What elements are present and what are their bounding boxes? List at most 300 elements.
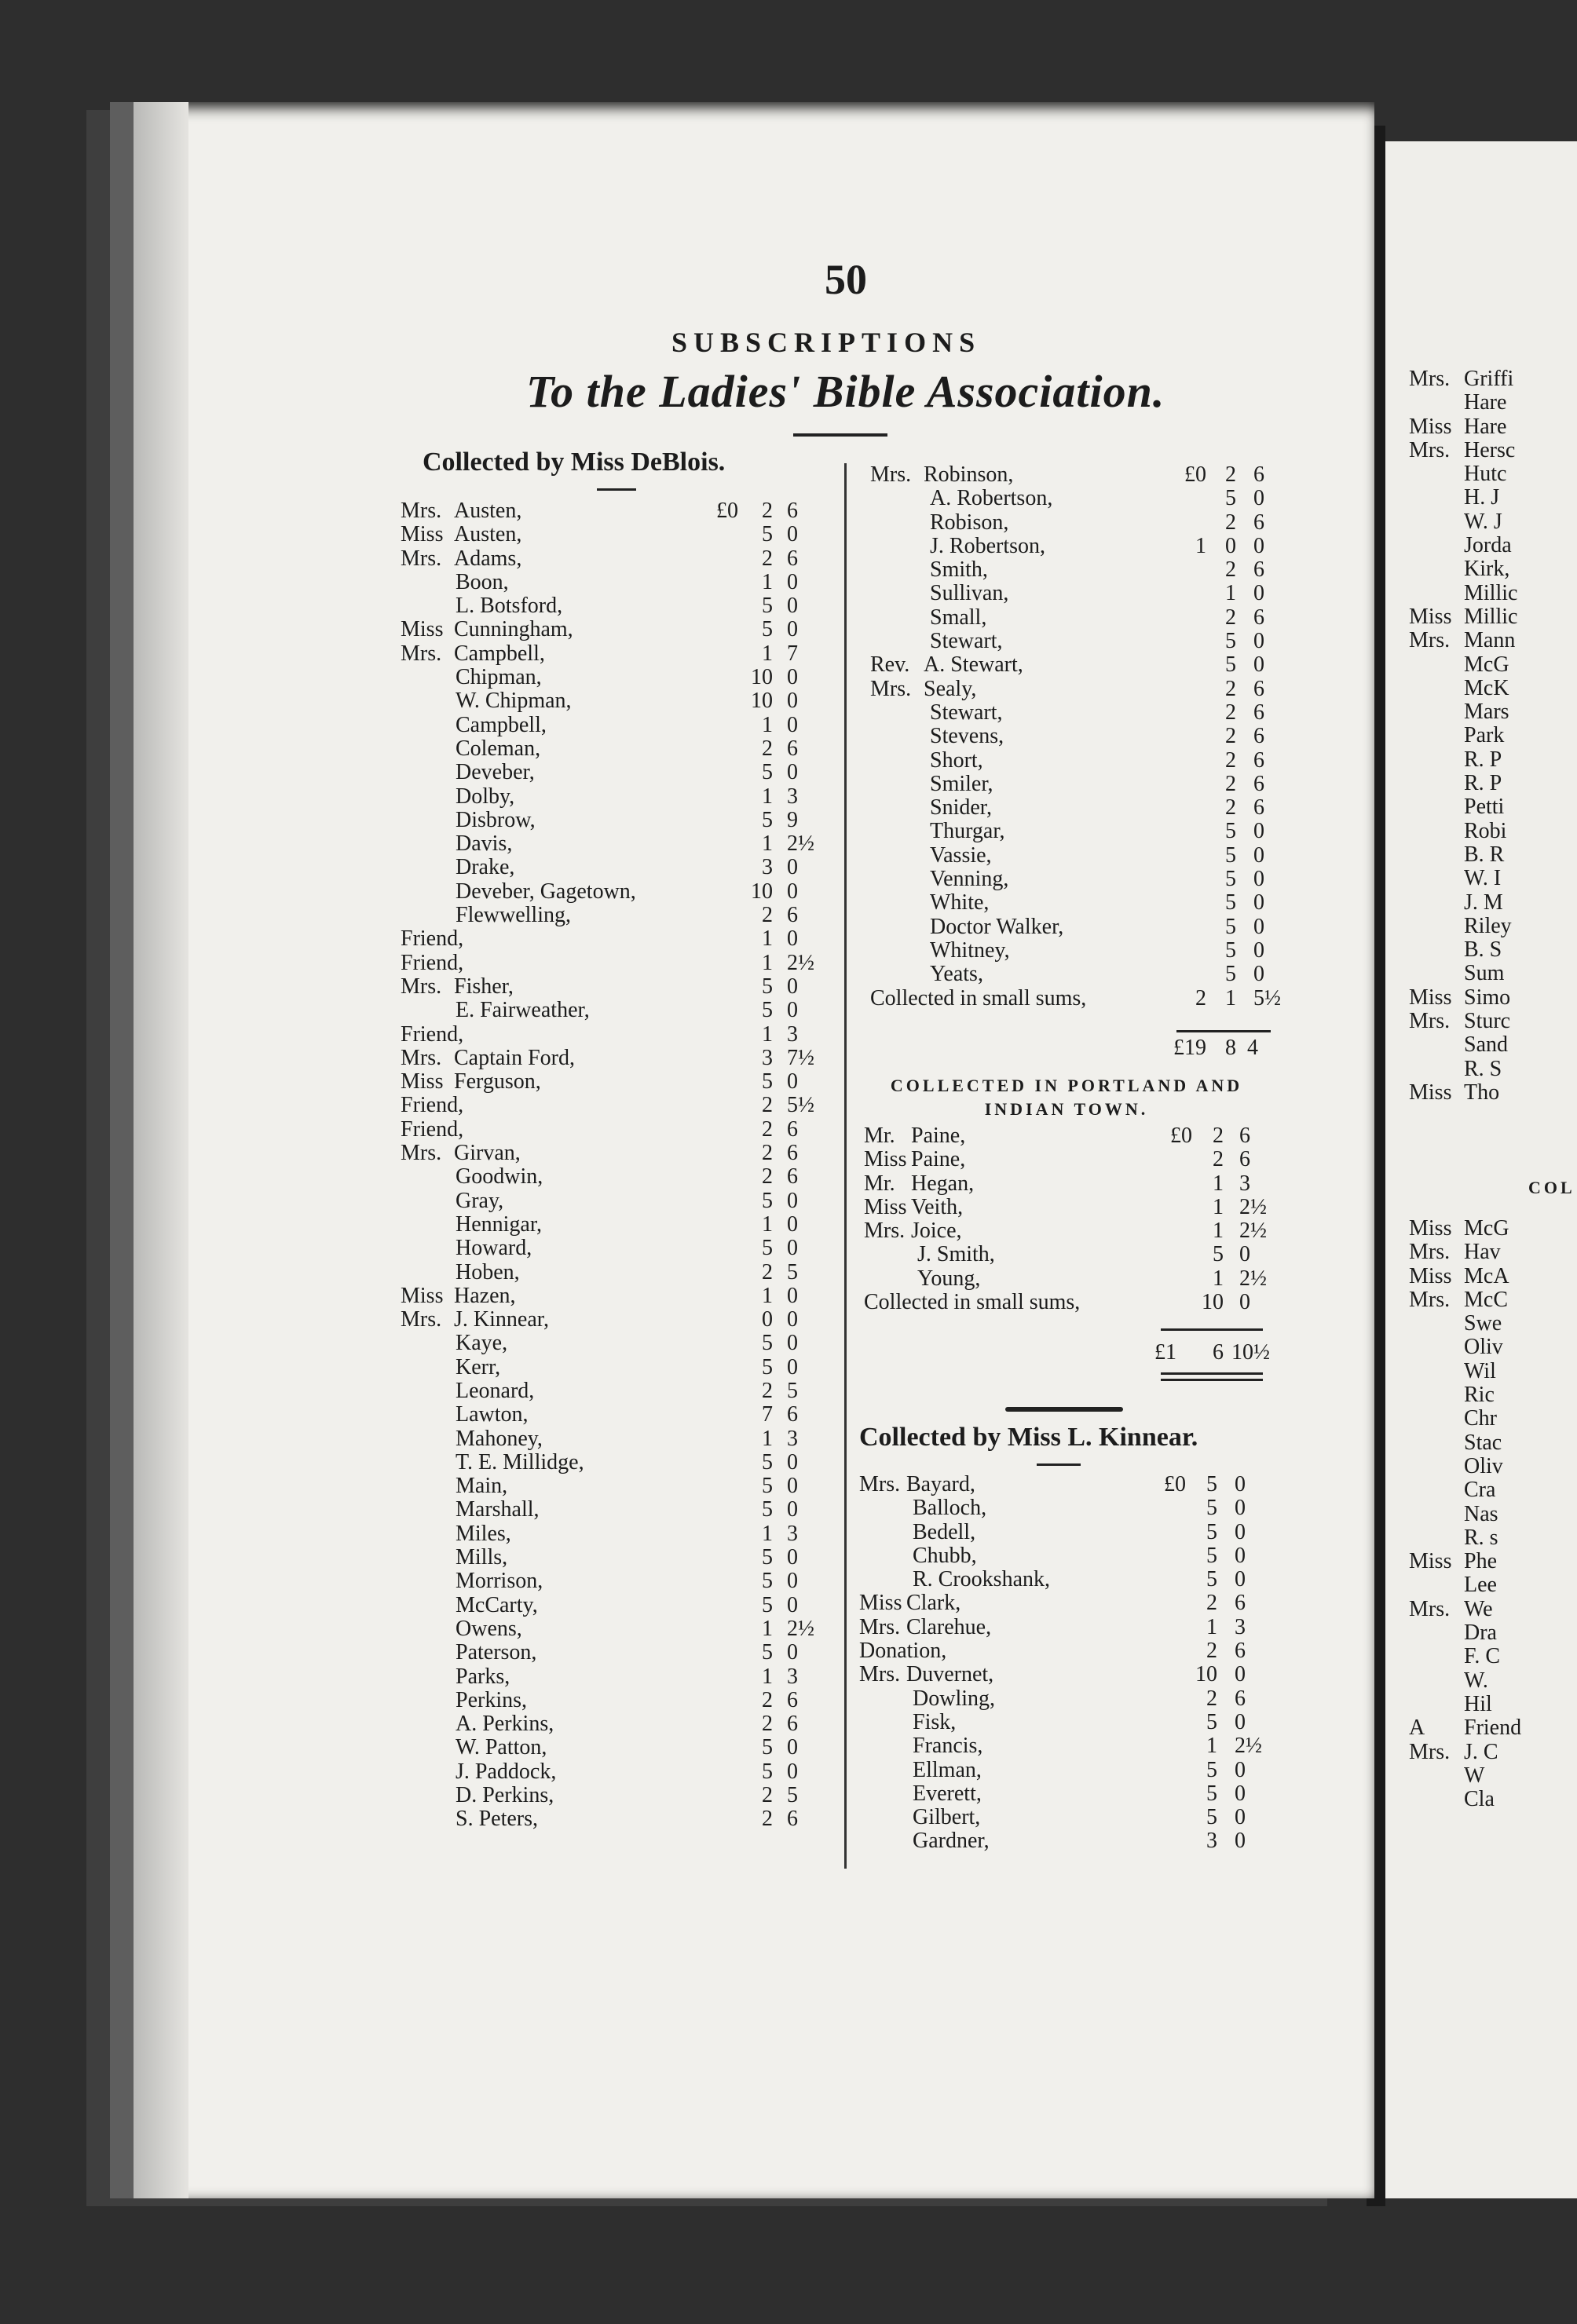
entry-title: Miss (864, 1194, 907, 1219)
right-page-row (1409, 1241, 1577, 1264)
entry-pence: 0 (1235, 1567, 1246, 1592)
ledger-row (859, 1591, 1268, 1615)
entry-pence: 2½ (1239, 1194, 1267, 1219)
entry-title: Mrs. (1409, 1287, 1451, 1312)
entry-name: Bayard, (906, 1472, 975, 1496)
entry-shillings: 1 (762, 926, 773, 952)
entry-shillings: 5 (762, 1449, 773, 1474)
entry-pence: 0 (787, 1307, 798, 1332)
entry-shillings: 2 (1225, 676, 1236, 701)
section-portland-heading: COLLECTED IN PORTLAND AND INDIAN TOWN. (890, 1076, 1243, 1119)
column2-total-b (864, 1341, 1272, 1365)
ledger-row (401, 975, 840, 999)
ledger-row (401, 523, 840, 546)
entry-name: Flewwelling, (456, 903, 571, 928)
entry-pence: 0 (1253, 629, 1264, 654)
right-page-row (1409, 1621, 1577, 1645)
entry-pence: 0 (1235, 1781, 1246, 1806)
entry-name: Veith, (911, 1194, 964, 1219)
entry-shillings: 5 (762, 1188, 773, 1213)
entry-name: Lawton, (456, 1402, 529, 1427)
right-page-row (1409, 1598, 1577, 1621)
ledger-row (401, 1023, 840, 1047)
ledger-row (401, 809, 840, 832)
entry-name: McG (1464, 652, 1509, 677)
entry-shillings: 2 (1206, 1591, 1217, 1616)
entry-shillings: 2 (1225, 605, 1236, 630)
entry-shillings: 2 (762, 499, 773, 523)
entry-name: Stewart, (930, 700, 1003, 725)
right-page-row (1409, 1431, 1577, 1455)
entry-pence: 6 (1253, 795, 1264, 820)
entry-title: Mrs. (859, 1472, 901, 1496)
entry-name: Petti (1464, 795, 1505, 820)
entry-pence: 0 (1235, 1472, 1246, 1496)
entry-pence: 0 (1235, 1519, 1246, 1544)
entry-shillings: 3 (762, 855, 773, 880)
ledger-row (401, 1165, 840, 1189)
ledger-row (401, 1047, 840, 1070)
entry-shillings: 2 (1206, 1686, 1217, 1711)
entry-shillings: 1 (762, 1521, 773, 1546)
entry-pence: 6 (1253, 771, 1264, 796)
entry-pence: 6 (1253, 676, 1264, 701)
entry-shillings: 1 (762, 1664, 773, 1689)
entry-shillings: 1 (762, 950, 773, 975)
ledger-row (870, 868, 1279, 891)
ledger-row (870, 701, 1279, 725)
entry-shillings: 1 (762, 569, 773, 594)
ledger-row (870, 653, 1279, 677)
ledger-row (864, 1172, 1272, 1196)
entry-name: Robinson, (924, 462, 1014, 487)
entry-pence: 6 (787, 1116, 798, 1142)
entry-shillings: 5 (1225, 962, 1236, 987)
entry-shillings: 1 (762, 784, 773, 809)
entry-title: Miss (1409, 414, 1452, 439)
entry-pence: 0 (1235, 1496, 1246, 1521)
ledger-row (864, 1291, 1272, 1314)
entry-pence: 0 (787, 1735, 798, 1760)
ledger-row (870, 725, 1279, 748)
entry-name: Balloch, (913, 1496, 987, 1521)
entry-title: Mrs. (401, 1141, 442, 1166)
entry-shillings: 2 (762, 1164, 773, 1189)
right-page-row (1409, 1360, 1577, 1383)
ledger-row (401, 832, 840, 856)
entry-name: Ric (1464, 1383, 1495, 1408)
entry-pence: 0 (787, 879, 798, 904)
right-page-row (1409, 486, 1577, 510)
ledger-row (401, 1427, 840, 1451)
entry-shillings: 5 (1225, 890, 1236, 915)
entry-pence: 3 (1235, 1614, 1246, 1639)
entry-name: Friend (1464, 1716, 1522, 1741)
entry-name: Davis, (456, 831, 513, 857)
entry-shillings: 10 (751, 665, 773, 690)
entry-shillings: 2 (1213, 1124, 1224, 1148)
entry-name: B. S (1464, 937, 1502, 963)
total-pounds: £1 (1154, 1340, 1176, 1365)
entry-pence: 0 (1253, 819, 1264, 844)
column2-ledger-a (870, 463, 1279, 1010)
entry-title: Mrs. (401, 499, 442, 523)
ledger-row (870, 630, 1279, 653)
entry-name: W. Patton, (456, 1735, 547, 1760)
ledger-row (401, 1760, 840, 1784)
right-page-row (1409, 1573, 1577, 1597)
entry-name: Duvernet, (906, 1662, 994, 1687)
entry-name: Millic (1464, 604, 1518, 629)
column2-total-rule-a (1176, 1030, 1271, 1032)
ledger-row (401, 1379, 840, 1403)
entry-name: Snider, (930, 795, 992, 820)
entry-title: Miss (401, 617, 444, 642)
entry-name: Smith, (930, 557, 988, 583)
right-page-row (1409, 1407, 1577, 1431)
entry-shillings: 5 (1225, 867, 1236, 892)
entry-pence: 0 (787, 998, 798, 1023)
entry-pence: 0 (787, 760, 798, 785)
entry-name: R. P (1464, 771, 1502, 796)
entry-name: B. R (1464, 842, 1505, 867)
entry-pence: 0 (787, 1640, 798, 1665)
entry-shillings: 1 (762, 641, 773, 666)
entry-shillings: 5 (1206, 1543, 1217, 1568)
entry-name: Cunningham, (454, 617, 573, 642)
ledger-row (870, 987, 1279, 1010)
entry-name: L. Botsford, (456, 594, 563, 619)
entry-name: McC (1464, 1287, 1508, 1312)
ledger-row (859, 1473, 1268, 1496)
entry-shillings: 7 (762, 1402, 773, 1427)
column2-total-a (870, 1036, 1279, 1060)
entry-shillings: 2 (1225, 462, 1236, 487)
entry-name: W. J (1464, 509, 1502, 534)
entry-name: J. Kinnear, (454, 1307, 549, 1332)
right-page-row (1409, 415, 1577, 439)
entry-pence: 0 (787, 1592, 798, 1617)
entry-shillings: 5 (762, 1069, 773, 1094)
entry-pence: 0 (787, 1354, 798, 1379)
entry-name: Clark, (906, 1591, 961, 1616)
entry-shillings: 2 (1225, 510, 1236, 535)
entry-pence: 5 (787, 1378, 798, 1403)
entry-pence: 6 (787, 1687, 798, 1712)
entry-name: Mills, (456, 1545, 508, 1570)
entry-shillings: 5 (1225, 842, 1236, 868)
entry-name: R. P (1464, 747, 1502, 772)
ledger-row (401, 499, 840, 523)
entry-pence: 0 (787, 926, 798, 952)
entry-shillings: 2 (762, 1712, 773, 1737)
entry-name: Joice, (911, 1219, 962, 1244)
entry-pence: 5 (787, 1783, 798, 1808)
entry-name: R. S (1464, 1056, 1502, 1081)
entry-shillings: 5 (762, 594, 773, 619)
entry-name: W (1464, 1763, 1485, 1788)
ledger-row (864, 1219, 1272, 1243)
entry-shillings: 10 (751, 689, 773, 714)
entry-name: Ferguson, (454, 1069, 541, 1094)
right-page-row (1409, 724, 1577, 747)
entry-pence: 6 (1235, 1591, 1246, 1616)
entry-name: D. Perkins, (456, 1783, 554, 1808)
entry-shillings: 0 (762, 1307, 773, 1332)
right-page-list-bottom (1409, 1217, 1577, 1811)
ledger-row (859, 1829, 1268, 1853)
entry-name: Phe (1464, 1549, 1497, 1574)
entry-name: W. I (1464, 866, 1502, 891)
right-page-row (1409, 962, 1577, 985)
right-page-row (1409, 1550, 1577, 1573)
entry-shillings: 5 (762, 1759, 773, 1784)
entry-shillings: 2 (762, 1116, 773, 1142)
entry-name: Ellman, (913, 1757, 982, 1782)
entry-title: Friend, (401, 1093, 464, 1118)
entry-shillings: 1 (762, 712, 773, 737)
entry-pence: 0 (787, 1545, 798, 1570)
entry-pence: 0 (787, 1759, 798, 1784)
entry-shillings: 5 (1206, 1496, 1217, 1521)
right-page-row (1409, 772, 1577, 795)
entry-title: Mrs. (1409, 1240, 1451, 1265)
entry-pence: 2½ (1239, 1219, 1267, 1244)
right-page-row (1409, 891, 1577, 915)
right-page-row (1409, 1716, 1577, 1740)
entry-name: F. C (1464, 1644, 1501, 1669)
entry-pence: 0 (787, 1188, 798, 1213)
entry-pence: 6 (1235, 1686, 1246, 1711)
total-pence: 10½ (1231, 1340, 1270, 1365)
entry-title: Miss (859, 1591, 902, 1616)
right-page-row (1409, 915, 1577, 938)
section-ornament (1005, 1407, 1123, 1412)
entry-pounds: £0 (1184, 462, 1206, 487)
right-page-row (1409, 1288, 1577, 1312)
entry-title: A (1409, 1716, 1425, 1741)
entry-pence: 2½ (1235, 1734, 1262, 1759)
entry-pence: 3 (787, 1664, 798, 1689)
entry-pence: 0 (787, 569, 798, 594)
right-page-row (1409, 986, 1577, 1010)
right-page-row (1409, 367, 1577, 391)
entry-pence: 0 (1235, 1757, 1246, 1782)
entry-name: Francis, (913, 1734, 983, 1759)
entry-name: Doctor Walker, (930, 914, 1064, 939)
entry-pounds: £0 (1170, 1124, 1192, 1148)
entry-name: McG (1464, 1216, 1509, 1241)
entry-name: Jorda (1464, 533, 1512, 558)
ledger-row (401, 1474, 840, 1498)
entry-name: Campbell, (454, 641, 545, 666)
entry-name: Vassie, (930, 842, 992, 868)
ledger-row (870, 773, 1279, 796)
right-page-row (1409, 1764, 1577, 1788)
entry-name: Sand (1464, 1032, 1508, 1058)
right-page-row (1409, 605, 1577, 629)
entry-pence: 0 (787, 712, 798, 737)
ledger-row (401, 1237, 840, 1260)
entry-pence: 6 (787, 546, 798, 571)
entry-name: Captain Ford, (454, 1045, 575, 1070)
ledger-row (401, 1641, 840, 1664)
right-page-row (1409, 843, 1577, 867)
entry-name: Tho (1464, 1080, 1500, 1105)
entry-shillings: 1 (1206, 1734, 1217, 1759)
entry-pence: 0 (1253, 652, 1264, 678)
entry-shillings: 1 (762, 1283, 773, 1308)
entry-title: Miss (1409, 1080, 1452, 1105)
entry-name: J. Robertson, (930, 533, 1045, 558)
entry-shillings: 5 (762, 1474, 773, 1499)
entry-name: Morrison, (456, 1569, 543, 1594)
entry-shillings: 5 (1206, 1519, 1217, 1544)
ledger-row (859, 1759, 1268, 1782)
entry-title: Mrs. (401, 546, 442, 571)
entry-pence: 0 (787, 974, 798, 999)
entry-shillings: 2 (1206, 1639, 1217, 1664)
entry-pence: 3 (787, 1521, 798, 1546)
entry-name: Kirk, (1464, 557, 1510, 582)
entry-shillings: 1 (762, 1616, 773, 1641)
entry-name: McA (1464, 1263, 1509, 1288)
right-page-row (1409, 1669, 1577, 1693)
entry-title: Friend, (401, 950, 464, 975)
entry-name: Mann (1464, 628, 1516, 653)
entry-name: Swe (1464, 1311, 1502, 1336)
entry-shillings: 1 (762, 1426, 773, 1451)
right-page-row (1409, 1081, 1577, 1105)
ledger-row (859, 1806, 1268, 1829)
entry-name: W. (1464, 1668, 1488, 1693)
entry-title: Mrs. (1409, 437, 1451, 462)
ledger-row (401, 1403, 840, 1427)
entry-name: Hegan, (911, 1171, 975, 1196)
right-page-row (1409, 1265, 1577, 1288)
entry-shillings: 5 (762, 1331, 773, 1356)
entry-name: McK (1464, 675, 1509, 700)
entry-pence: 3 (1239, 1171, 1250, 1196)
entry-shillings: 3 (1206, 1829, 1217, 1854)
ledger-row (401, 1522, 840, 1546)
entry-shillings: 5 (762, 522, 773, 547)
ledger-row (859, 1496, 1268, 1520)
entry-pence: 6 (1235, 1639, 1246, 1664)
entry-name: A. Perkins, (456, 1712, 554, 1737)
entry-pence: 2½ (787, 950, 814, 975)
entry-pence: 0 (787, 689, 798, 714)
entry-pence: 6 (1253, 605, 1264, 630)
ledger-row (859, 1782, 1268, 1806)
entry-shillings: 5 (1225, 819, 1236, 844)
entry-shillings: 5 (762, 1545, 773, 1570)
entry-pence: 0 (1253, 962, 1264, 987)
total-pence: 4 (1247, 1036, 1258, 1060)
ledger-row (864, 1124, 1272, 1148)
entry-title: Friend, (401, 1021, 464, 1047)
entry-title: Miss (401, 522, 444, 547)
entry-name: Sealy, (924, 676, 977, 701)
column1-ledger (401, 499, 840, 1832)
entry-title: Miss (401, 1069, 444, 1094)
entry-name: Boon, (456, 569, 509, 594)
entry-shillings: 2 (762, 1378, 773, 1403)
entry-name: Clarehue, (906, 1614, 992, 1639)
right-page-row (1409, 1033, 1577, 1057)
ledger-row (870, 915, 1279, 939)
ledger-row (401, 1498, 840, 1522)
entry-pence: 0 (787, 1211, 798, 1237)
ledger-row (401, 737, 840, 761)
entry-pence: 0 (1235, 1662, 1246, 1687)
entry-shillings: 2 (762, 546, 773, 571)
entry-name: Miles, (456, 1521, 511, 1546)
right-page-row (1409, 462, 1577, 486)
entry-name: Disbrow, (456, 807, 536, 832)
entry-pence: 2½ (1239, 1266, 1267, 1291)
entry-pence: 6 (1253, 747, 1264, 773)
column1-heading-rule (597, 488, 636, 491)
entry-name: Campbell, (456, 712, 547, 737)
entry-name: E. Fairweather, (456, 998, 590, 1023)
right-page-row (1409, 1217, 1577, 1241)
entry-pence: 5½ (1253, 985, 1281, 1010)
entry-name: Coleman, (456, 736, 541, 761)
entry-shillings: 1 (1213, 1219, 1224, 1244)
entry-name: Young, (917, 1266, 981, 1291)
entry-title: Miss (1409, 985, 1452, 1010)
entry-name: Oliv (1464, 1453, 1503, 1478)
right-page-row (1409, 557, 1577, 581)
entry-name: Griffi (1464, 367, 1514, 391)
right-page-row (1409, 391, 1577, 415)
ledger-row (401, 1142, 840, 1165)
entry-name: Nas (1464, 1501, 1498, 1526)
entry-title: Mrs. (859, 1662, 901, 1687)
ledger-row (859, 1711, 1268, 1734)
entry-shillings: 5 (1225, 652, 1236, 678)
entry-title: Collected in small sums, (864, 1290, 1081, 1315)
entry-name: Chr (1464, 1406, 1497, 1431)
entry-shillings: 2 (1225, 724, 1236, 749)
entry-shillings: 2 (762, 1687, 773, 1712)
entry-name: Gardner, (913, 1829, 990, 1854)
entry-pence: 0 (1235, 1829, 1246, 1854)
right-page-row (1409, 1503, 1577, 1526)
entry-shillings: 5 (762, 1569, 773, 1594)
entry-title: Mrs. (401, 1307, 442, 1332)
entry-pence: 0 (1253, 890, 1264, 915)
total-pounds: £19 (1173, 1036, 1206, 1060)
kinnear-heading-rule (1037, 1463, 1081, 1466)
ledger-row (859, 1544, 1268, 1568)
entry-shillings: 5 (762, 760, 773, 785)
entry-name: Sum (1464, 961, 1505, 986)
entry-name: Parks, (456, 1664, 510, 1689)
entry-name: Mars (1464, 700, 1509, 725)
entry-shillings: 1 (1213, 1194, 1224, 1219)
ledger-row (401, 952, 840, 975)
ledger-row (401, 1712, 840, 1736)
entry-title: Miss (1409, 604, 1452, 629)
ledger-row (859, 1734, 1268, 1758)
right-page-row (1409, 1455, 1577, 1478)
right-page-row (1409, 1693, 1577, 1716)
entry-shillings: 5 (1206, 1781, 1217, 1806)
entry-shillings: 5 (1225, 629, 1236, 654)
entry-name: Robi (1464, 818, 1507, 843)
